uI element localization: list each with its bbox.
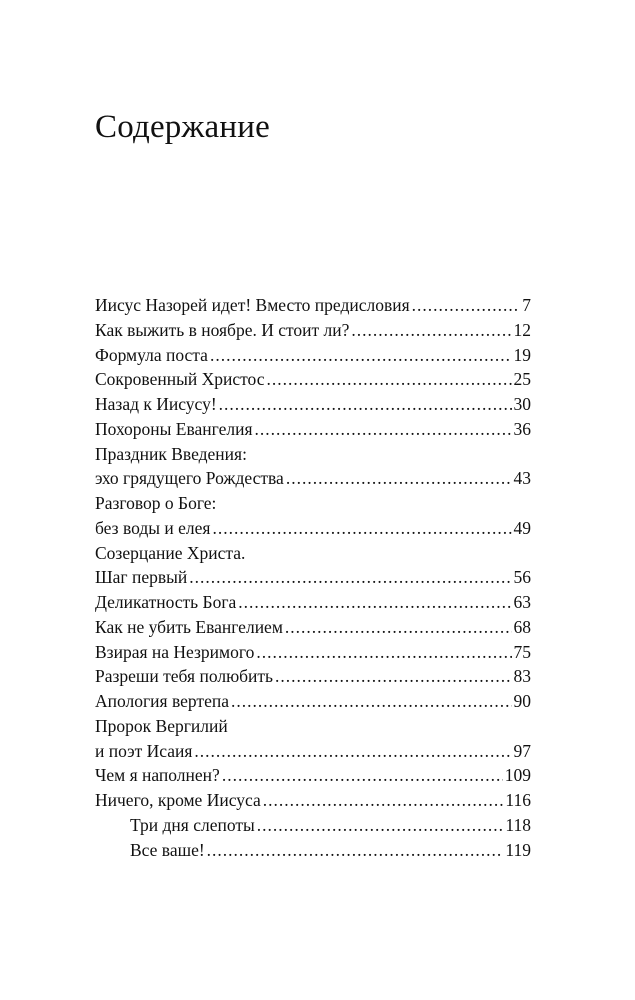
toc-entry-title: Все ваше! bbox=[130, 839, 205, 860]
toc-entry bbox=[95, 838, 531, 863]
table-of-contents bbox=[95, 293, 531, 862]
toc-leader-dots bbox=[238, 590, 511, 615]
toc-leader-dots bbox=[222, 763, 503, 788]
toc-leader-dots bbox=[285, 615, 512, 640]
toc-entry-page: 30 bbox=[513, 394, 531, 414]
toc-entry-title: без воды и елея bbox=[95, 517, 211, 538]
toc-leader-dots bbox=[257, 813, 504, 838]
toc-entry-title: Разговор о Боге: bbox=[95, 493, 217, 513]
toc-leader-dots bbox=[210, 343, 512, 368]
toc-entry-title: Деликатность Бога bbox=[95, 592, 237, 612]
toc-entry bbox=[95, 491, 531, 516]
toc-entry bbox=[95, 343, 531, 368]
toc-entry-title: Ничего, кроме Иисуса bbox=[95, 790, 261, 810]
toc-entry-page: 119 bbox=[505, 839, 531, 860]
toc-entry-title: и поэт Исаия bbox=[95, 740, 193, 761]
toc-entry-title: Взирая на Незримого bbox=[95, 641, 255, 662]
toc-entry-title: Похороны Евангелия bbox=[95, 418, 253, 439]
toc-entry bbox=[95, 541, 531, 566]
toc-leader-dots bbox=[194, 739, 511, 764]
toc-entry-page: 36 bbox=[513, 418, 531, 439]
toc-entry-page: 12 bbox=[513, 319, 531, 340]
toc-entry-title: Как не убить Евангелием bbox=[95, 616, 283, 637]
toc-entry-page: 25 bbox=[513, 369, 531, 390]
toc-entry bbox=[95, 615, 531, 640]
toc-leader-dots bbox=[212, 516, 511, 541]
toc-entry-page: 97 bbox=[513, 740, 531, 761]
toc-entry-page: 63 bbox=[513, 592, 531, 612]
toc-leader-dots bbox=[286, 466, 512, 491]
toc-leader-dots bbox=[219, 392, 512, 417]
toc-entry bbox=[95, 392, 531, 417]
toc-entry bbox=[95, 516, 531, 541]
toc-entry bbox=[95, 565, 531, 590]
toc-entry bbox=[95, 788, 531, 813]
toc-entry-title: Разреши тебя полюбить bbox=[95, 666, 274, 687]
toc-entry-title: Три дня слепоты bbox=[130, 814, 255, 835]
toc-entry-title: Сокровенный Христос bbox=[95, 369, 265, 390]
toc-entry bbox=[95, 293, 531, 318]
toc-entry-page: 68 bbox=[513, 616, 531, 637]
toc-entry-title: Назад к Иисусу! bbox=[95, 394, 217, 414]
toc-entry-page: 43 bbox=[513, 468, 531, 489]
toc-leader-dots bbox=[351, 318, 511, 343]
toc-entry bbox=[95, 714, 531, 739]
toc-leader-dots bbox=[266, 367, 511, 392]
toc-leader-dots bbox=[255, 417, 512, 442]
page-title: Содержание bbox=[95, 109, 270, 145]
toc-entry-title: Созерцание Христа. bbox=[95, 542, 246, 563]
toc-entry-page: 116 bbox=[505, 790, 531, 810]
toc-leader-dots bbox=[207, 838, 504, 863]
toc-entry-page: 7 bbox=[522, 295, 531, 315]
toc-entry-title: Формула поста bbox=[95, 344, 208, 365]
toc-leader-dots bbox=[231, 689, 512, 714]
toc-entry-page: 19 bbox=[513, 344, 531, 365]
toc-entry bbox=[95, 689, 531, 714]
toc-entry bbox=[95, 417, 531, 442]
toc-entry-page: 56 bbox=[513, 567, 531, 588]
toc-entry-title: Шаг первый bbox=[95, 567, 188, 588]
toc-entry-title: Как выжить в ноябре. И стоит ли? bbox=[95, 319, 350, 340]
toc-entry-title: Пророк Вергилий bbox=[95, 715, 228, 736]
toc-entry bbox=[95, 367, 531, 392]
toc-leader-dots bbox=[263, 788, 504, 813]
toc-entry-page: 118 bbox=[505, 814, 531, 835]
toc-entry bbox=[95, 318, 531, 343]
toc-entry bbox=[95, 664, 531, 689]
toc-entry-title: Апология вертепа bbox=[95, 691, 229, 711]
toc-entry bbox=[95, 813, 531, 838]
toc-leader-dots bbox=[189, 565, 511, 590]
toc-entry-page: 49 bbox=[513, 517, 531, 538]
toc-entry bbox=[95, 640, 531, 665]
toc-entry-page: 90 bbox=[513, 691, 531, 711]
toc-entry bbox=[95, 442, 531, 467]
toc-entry-title: Праздник Введения: bbox=[95, 443, 247, 464]
toc-entry bbox=[95, 739, 531, 764]
toc-leader-dots bbox=[412, 293, 521, 318]
toc-entry-title: Иисус Назорей идет! Вместо предисловия bbox=[95, 295, 410, 315]
toc-entry-page: 109 bbox=[504, 765, 531, 786]
toc-leader-dots bbox=[256, 640, 511, 665]
toc-entry-title: эхо грядущего Рождества bbox=[95, 468, 284, 489]
toc-entry-page: 83 bbox=[513, 666, 531, 687]
toc-entry bbox=[95, 590, 531, 615]
toc-entry bbox=[95, 763, 531, 788]
toc-leader-dots bbox=[275, 664, 511, 689]
toc-entry-page: 75 bbox=[513, 641, 531, 662]
toc-entry bbox=[95, 466, 531, 491]
toc-entry-title: Чем я наполнен? bbox=[95, 765, 220, 786]
